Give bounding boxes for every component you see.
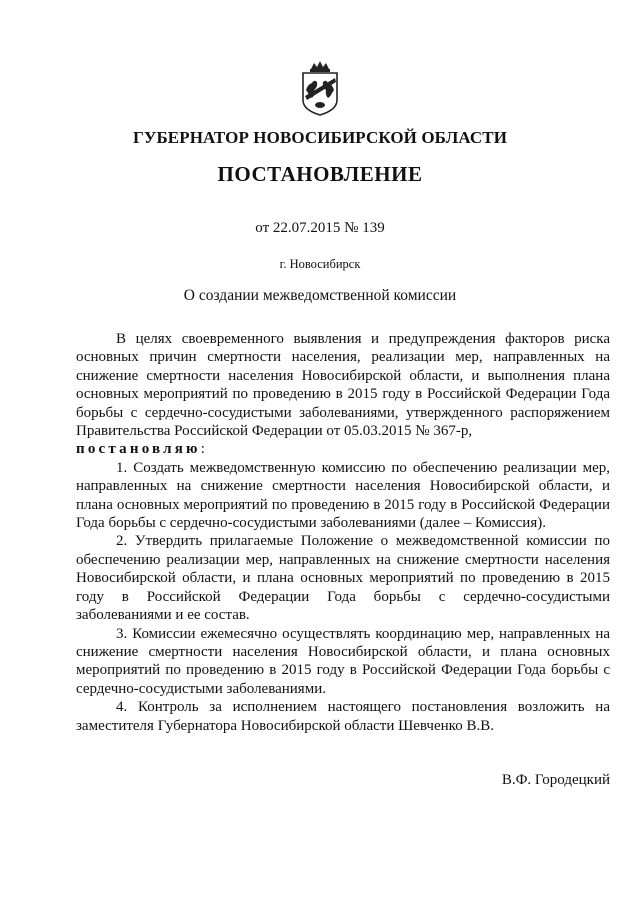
number-sign: №	[344, 220, 359, 236]
document-type-title: ПОСТАНОВЛЕНИЕ	[217, 162, 423, 186]
clause-1: 1. Создать межведомственную комиссию по обеспечению реализации мер, направленных на снижение смертности населения Новосибирской области, и плана основных мероприятий по проведению в 2015 году в Российской Федерации Года борьбы с сердечно-сосудистыми заболеваниями (далее – Комиссия).	[76, 459, 610, 532]
document-body	[76, 330, 610, 735]
preamble-text: В целях своевременного выявления и предупреждения факторов риска основных причин смертности населения, реализации мер, направленных на снижение смертности населения Новосибирской области, и выполнения плана основных мероприятий по проведению в 2015 году в Российской Федерации Года борьбы с сердечно-сосудистыми заболеваниями, утвержденного распоряжением Правительства Российской Федерации от 05.03.2015 № 367-р,	[76, 331, 610, 440]
coat-of-arms-icon	[299, 60, 341, 116]
date-prefix: от	[255, 220, 270, 236]
decree-word: постановляю	[76, 441, 201, 458]
preamble-paragraph	[76, 330, 610, 459]
document-date: 22.07.2015	[272, 220, 341, 236]
clause-3: 3. Комиссии ежемесячно осуществлять координацию мер, направленных на снижение смертности населения Новосибирской области, и плана основных мероприятий по проведению в 2015 году в Российской Федерации Года борьбы с сердечно-сосудистыми заболеваниями.	[76, 625, 610, 697]
decree-colon: :	[200, 441, 205, 458]
clause-2: 2. Утвердить прилагаемые Положение о межведомственной комиссии по обеспечению реализации мер, направленных на снижение смертности населения Новосибирской области, и плана основных мероприятий по проведению в 2015 году в Российской Федерации Года борьбы с сердечно-сосудистыми заболеваниями и ее состав.	[76, 533, 610, 624]
signatory-name: В.Ф. Городецкий	[501, 772, 610, 788]
document-subject: О создании межведомственной комиссии	[183, 287, 457, 304]
document-number: 139	[362, 220, 385, 236]
date-number-line	[0, 220, 640, 237]
city-name: г. Новосибирск	[279, 257, 361, 271]
issuing-authority: ГУБЕРНАТОР НОВОСИБИРСКОЙ ОБЛАСТИ	[132, 128, 508, 147]
clause-4: 4. Контроль за исполнением настоящего постановления возложить на заместителя Губернатора Новосибирской области Шевченко В.В.	[76, 699, 610, 734]
